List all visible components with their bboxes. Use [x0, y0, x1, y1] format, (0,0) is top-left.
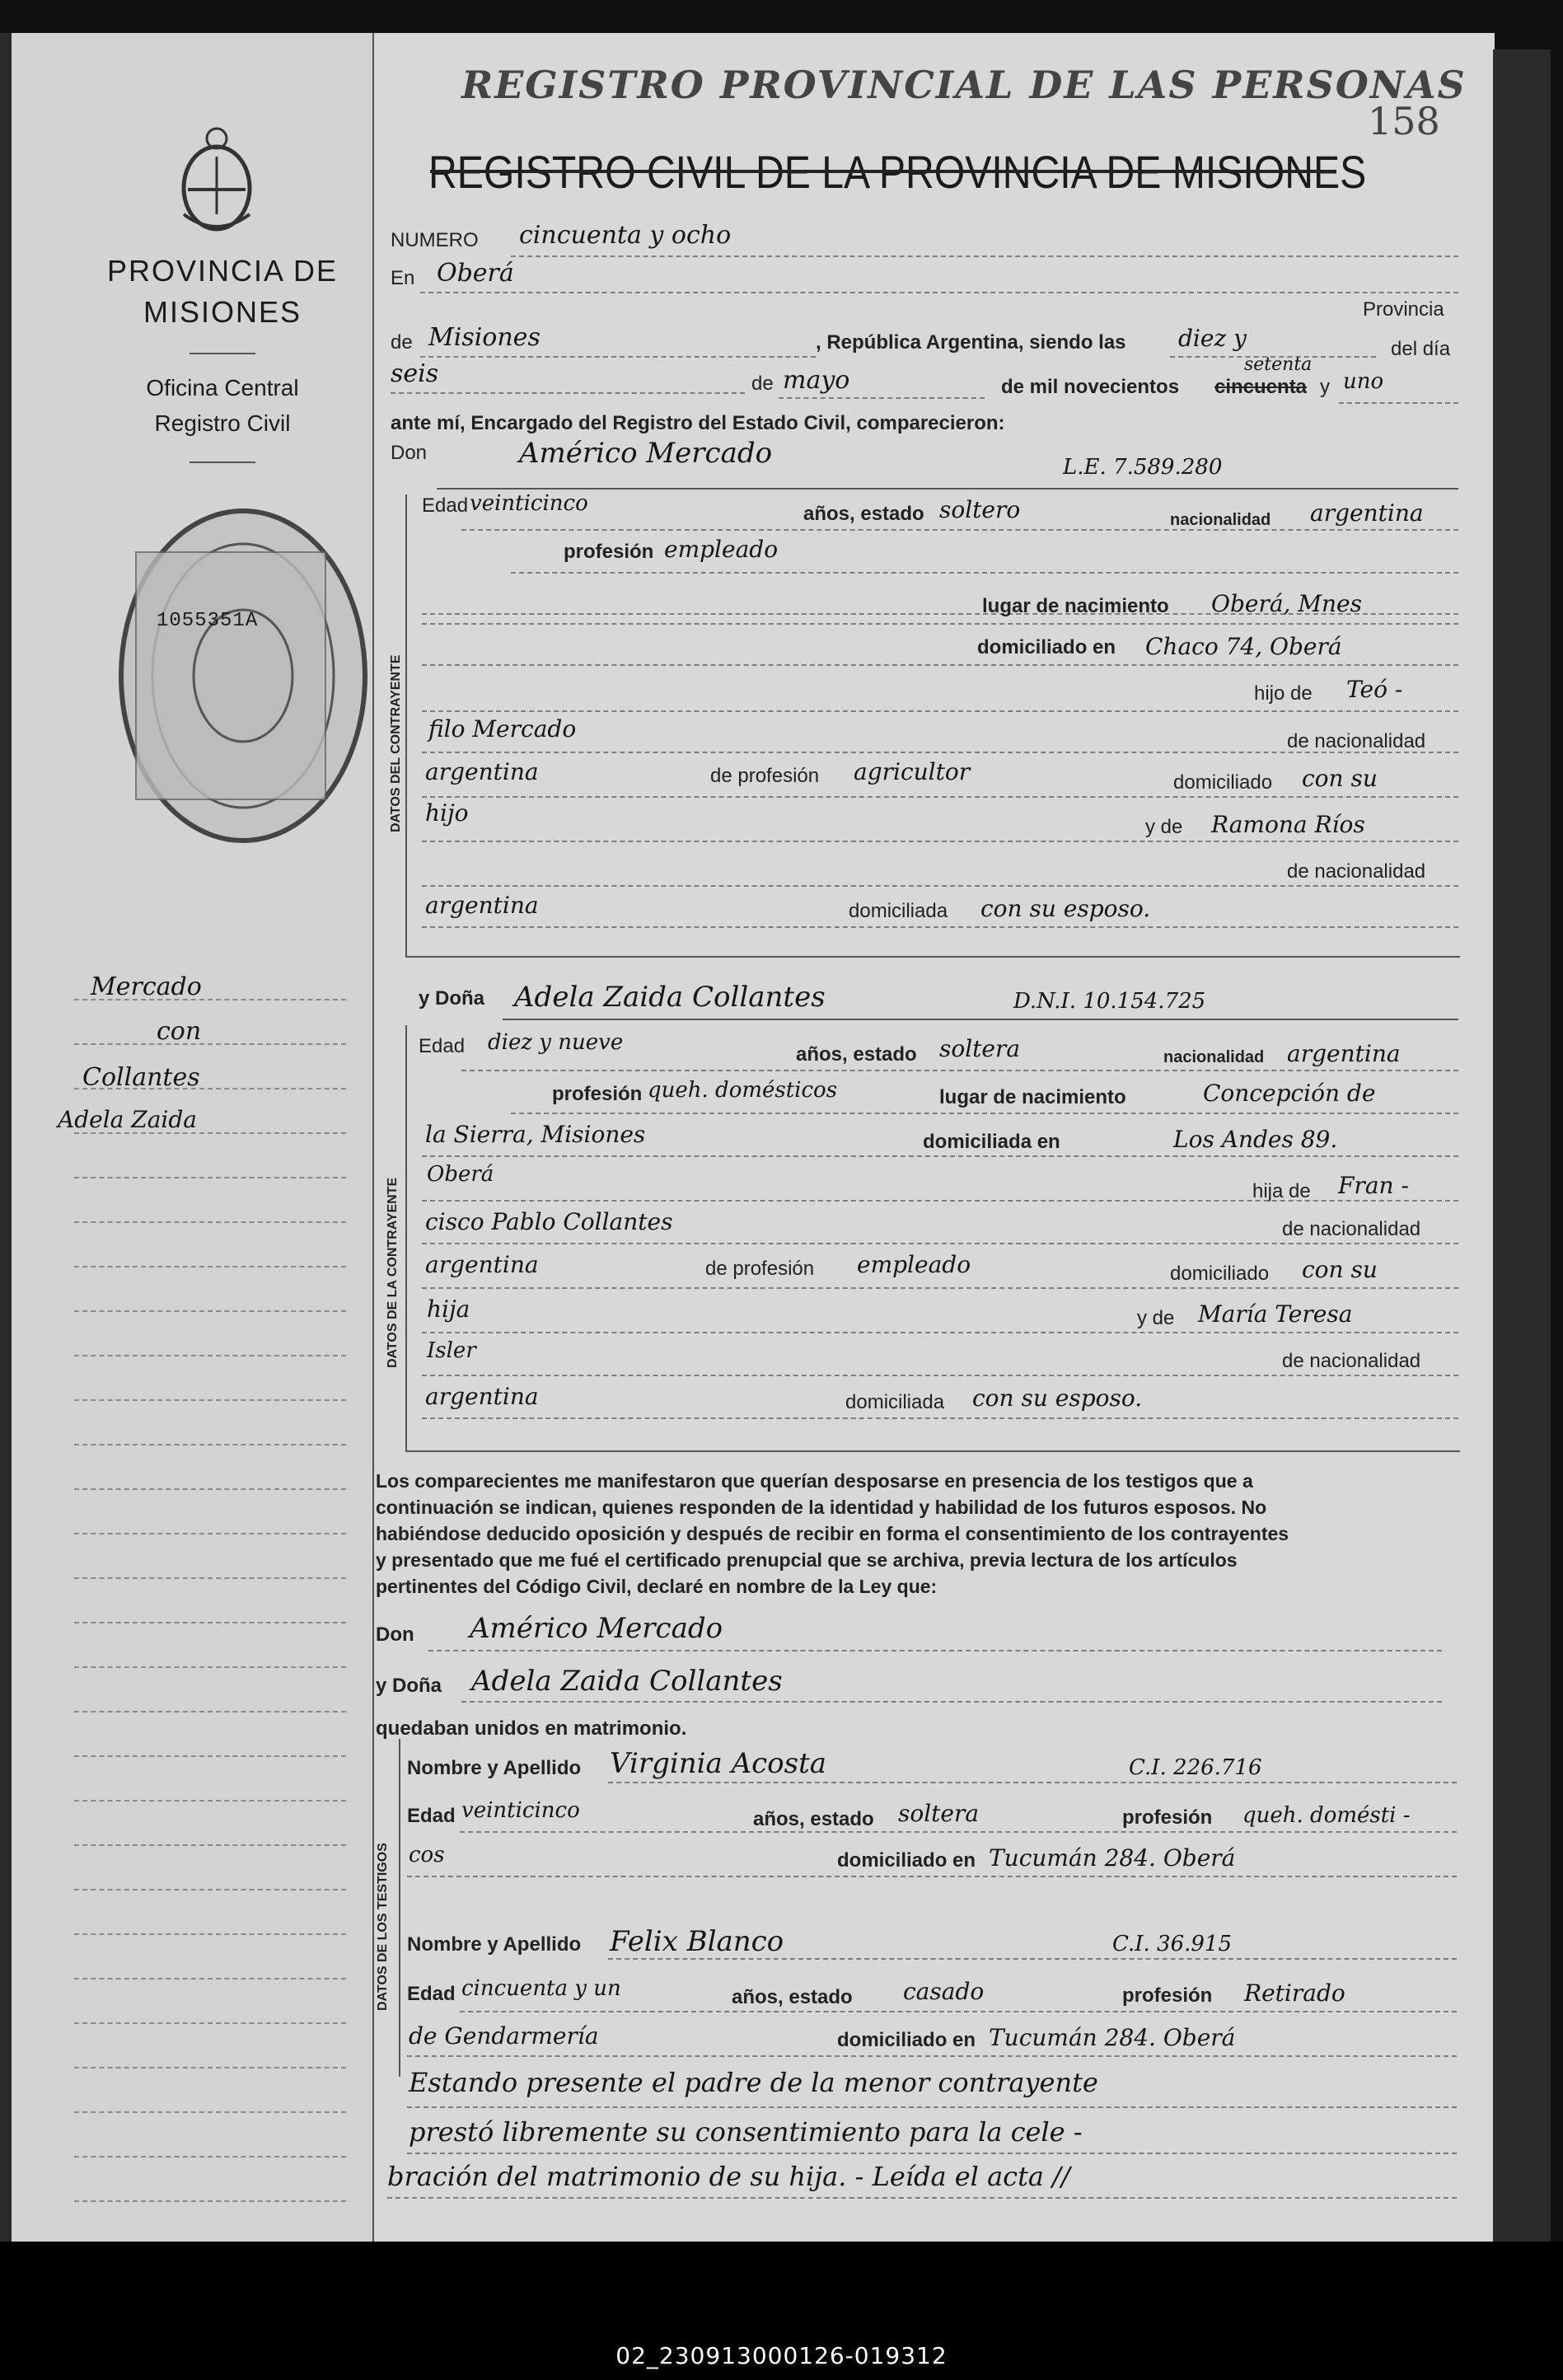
scan-reference: 02_230913000126-019312	[615, 2342, 948, 2369]
label-de-profesion: de profesión	[710, 765, 820, 787]
margin-rule	[74, 1577, 346, 1579]
witness-section-label: DATOS DE LOS TESTIGOS	[376, 1843, 390, 2011]
bride-address-2: Oberá	[427, 1162, 494, 1187]
field-rule	[422, 1200, 1458, 1202]
margin-rule	[74, 1043, 346, 1045]
field-mes: mayo	[783, 366, 850, 395]
margin-rule	[74, 1889, 346, 1890]
witness-2-marital-status: casado	[903, 1978, 985, 2005]
groom-nationality: argentina	[1310, 499, 1424, 527]
groom-birthplace: Oberá, Mnes	[1211, 590, 1362, 617]
label-domiciliado-en: domiciliado en	[837, 1849, 976, 1872]
field-rule	[420, 292, 1458, 293]
label-don: Don	[376, 1623, 414, 1646]
field-rule	[422, 1417, 1458, 1419]
field-rule	[422, 796, 1458, 798]
groom-profession: empleado	[664, 536, 779, 563]
margin-rule	[74, 1622, 346, 1623]
field-rule	[608, 1958, 1457, 1960]
page-edge-shadow	[1493, 49, 1551, 2242]
label-del-dia: del día	[1391, 338, 1451, 360]
bride-father-profession: empleado	[857, 1251, 971, 1278]
note-line: bración del matrimonio de su hija. - Leída el acta //	[387, 2161, 1070, 2192]
groom-father-b: filo Mercado	[428, 715, 577, 743]
note-line: prestó libremente su consentimiento para la cele -	[409, 2116, 1083, 2148]
label-profesion: profesión	[1122, 1806, 1213, 1829]
field-rule	[460, 2011, 1457, 2012]
groom-document: L.E. 7.589.280	[1063, 455, 1223, 480]
groom-age: veinticinco	[470, 491, 588, 516]
witness-box-border	[399, 1739, 400, 2077]
bride-address: Los Andes 89.	[1173, 1126, 1338, 1153]
registry-stamp: REGISTRO PROVINCIAL DE LAS PERSONAS	[461, 63, 1467, 107]
margin-rule	[74, 1666, 346, 1668]
divider	[190, 461, 255, 463]
field-rule	[461, 1701, 1442, 1703]
groom-section-label: DATOS DEL CONTRAYENTE	[389, 654, 403, 832]
groom-father-address: con su	[1302, 765, 1378, 792]
label-edad: Edad	[422, 494, 469, 517]
union-bride: Adela Zaida Collantes	[471, 1665, 783, 1698]
margin-rule	[74, 1711, 346, 1712]
label-y-dona: y Doña	[376, 1675, 442, 1697]
bride-nationality: argentina	[1287, 1040, 1401, 1067]
margin-rule	[74, 2067, 346, 2068]
groom-mother-nationality: argentina	[425, 892, 539, 919]
field-rule	[407, 1876, 1457, 1877]
groom-mother-address: con su esposo.	[980, 895, 1151, 922]
label-hijo-de: hijo de	[1254, 682, 1313, 705]
margin-rule	[74, 1132, 346, 1134]
groom-marital-status: soltero	[939, 496, 1021, 523]
label-nombre-apellido: Nombre y Apellido	[407, 1933, 582, 1956]
declaration-line: pertinentes del Código Civil, declaré en nombre de la Ley que:	[376, 1576, 938, 1597]
groom-father-a: Teó -	[1346, 676, 1403, 703]
bride-father-a: Fran -	[1338, 1172, 1409, 1199]
field-numero: cincuenta y ocho	[519, 221, 732, 250]
field-rule	[422, 664, 1458, 666]
margin-rule	[74, 1800, 346, 1801]
label-y-de: y de	[1145, 816, 1183, 838]
bride-father-address: con su	[1302, 1256, 1378, 1283]
bride-marital-status: soltera	[939, 1035, 1021, 1062]
label-hija-de: hija de	[1252, 1180, 1311, 1202]
field-rule	[422, 623, 1458, 625]
bride-father-b: cisco Pablo Collantes	[425, 1208, 673, 1235]
field-decada-tachada: cincuenta	[1214, 376, 1308, 398]
field-rule	[407, 2153, 1457, 2154]
bride-section-label: DATOS DE LA CONTRAYENTE	[386, 1177, 400, 1368]
witness-2-name: Felix Blanco	[610, 1925, 784, 1958]
province-label: PROVINCIA DE	[106, 254, 339, 288]
bride-father-nationality: argentina	[425, 1251, 539, 1278]
label-numero: NUMERO	[391, 229, 479, 251]
label-edad: Edad	[407, 1805, 456, 1827]
groom-mother: Ramona Ríos	[1211, 811, 1365, 838]
groom-box-border	[405, 494, 407, 956]
union-groom: Américo Mercado	[470, 1612, 723, 1645]
bride-document: D.N.I. 10.154.725	[1013, 989, 1206, 1014]
label-de-nacionalidad: de nacionalidad	[1287, 860, 1426, 883]
label-provincia: Provincia	[1363, 298, 1444, 321]
bride-mother-nationality: argentina	[425, 1383, 539, 1410]
label-de-mes: de	[751, 372, 774, 395]
official-seal-stamp	[115, 503, 371, 849]
label-lugar-nacimiento: lugar de nacimiento	[982, 595, 1169, 617]
groom-name: Américo Mercado	[519, 437, 773, 470]
margin-rule	[74, 1533, 346, 1534]
field-rule	[422, 1287, 1458, 1289]
field-rule	[391, 392, 745, 394]
margin-rule	[74, 1933, 346, 1935]
declaration-line: habiéndose deducido oposición y después de recibir en forma el consentimiento de los contrayentes	[376, 1523, 1289, 1544]
province-name: MISIONES	[143, 295, 302, 329]
witness-1-document: C.I. 226.716	[1129, 1755, 1262, 1780]
label-profesion: profesión	[552, 1083, 643, 1105]
label-domiciliada: domiciliada	[849, 900, 948, 922]
label-republica: , República Argentina, siendo las	[816, 331, 1126, 354]
witness-1-marital-status: soltera	[898, 1800, 980, 1827]
label-domiciliado-en: domiciliado en	[977, 636, 1116, 658]
margin-rule	[74, 1844, 346, 1846]
field-rule	[422, 926, 1458, 928]
witness-1-name: Virginia Acosta	[610, 1747, 827, 1780]
field-rule	[422, 1155, 1458, 1157]
field-rule	[428, 1650, 1442, 1651]
field-rule	[422, 1332, 1458, 1333]
witness-2-profession: Retirado	[1244, 1979, 1345, 2007]
declaration-line: y presentado que me fué el certificado prenupcial que se archiva, previa lectura de los artículos	[376, 1549, 1238, 1571]
witness-1-address: Tucumán 284. Oberá	[989, 1844, 1236, 1872]
label-domiciliado: domiciliado	[1173, 771, 1273, 794]
margin-note-line: Collantes	[82, 1063, 200, 1092]
field-en: Oberá	[437, 259, 514, 288]
field-rule	[779, 397, 985, 399]
label-anos-estado: años, estado	[732, 1986, 853, 2008]
field-rule	[511, 1113, 1458, 1114]
label-nombre-apellido: Nombre y Apellido	[407, 1757, 582, 1779]
margin-rule	[74, 2111, 346, 2113]
field-rule	[422, 1243, 1458, 1244]
margin-rule	[74, 1310, 346, 1312]
field-rule	[407, 2106, 1457, 2108]
note-line: Estando presente el padre de la menor contrayente	[409, 2067, 1098, 2098]
field-rule	[503, 1019, 1458, 1020]
margin-rule	[74, 1444, 346, 1445]
bride-box-border	[405, 1025, 407, 1450]
label-ante-mi: ante mí, Encargado del Registro del Estado Civil, comparecieron:	[391, 412, 1005, 434]
field-rule	[460, 1831, 1457, 1833]
declaration-line: continuación se indican, quienes responden de la identidad y habilidad de los futuros esposos. No	[376, 1497, 1267, 1518]
field-rule	[511, 572, 1458, 574]
label-de-profesion: de profesión	[705, 1258, 815, 1280]
margin-rule	[74, 1488, 346, 1490]
label-anos-estado: años, estado	[796, 1043, 917, 1066]
label-en: En	[391, 267, 415, 289]
witness-2-profession-2: de Gendarmería	[409, 2022, 599, 2050]
label-domiciliado-en: domiciliado en	[837, 2029, 976, 2051]
label-profesion: profesión	[564, 541, 654, 563]
label-de-nacionalidad: de nacionalidad	[1287, 730, 1426, 752]
label-nacionalidad: nacionalidad	[1163, 1048, 1265, 1066]
field-rule	[437, 488, 1458, 490]
section-rule	[405, 1450, 1460, 1452]
field-rule	[511, 255, 1458, 257]
declaration-line: Los comparecientes me manifestaron que querían desposarse en presencia de los testigos que a	[376, 1470, 1253, 1492]
margin-rule	[74, 1355, 346, 1356]
label-edad: Edad	[407, 1983, 456, 2005]
field-decada-correccion: setenta	[1244, 354, 1313, 375]
folio-number: 158	[1368, 99, 1440, 143]
page-title: REGISTRO CIVIL DE LA PROVINCIA DE MISIONES	[428, 146, 1367, 198]
field-rule	[422, 885, 1458, 887]
label-nacionalidad: nacionalidad	[1170, 511, 1271, 529]
label-de-mil: de mil novecientos	[1001, 376, 1180, 398]
label-don: Don	[391, 442, 428, 464]
margin-rule	[74, 1221, 346, 1223]
label-y: y	[1320, 376, 1330, 398]
margin-rule	[74, 1088, 346, 1089]
field-rule	[407, 2055, 1457, 2057]
label-de-nacionalidad: de nacionalidad	[1282, 1218, 1421, 1240]
margin-rule	[74, 1755, 346, 1757]
label-anos-estado: años, estado	[753, 1808, 874, 1830]
margin-note-line: Mercado	[91, 972, 202, 1001]
margin-rule	[74, 1399, 346, 1401]
divider	[190, 353, 255, 354]
field-rule	[461, 1070, 1458, 1071]
witness-1-age: veinticinco	[461, 1798, 580, 1823]
margin-rule	[74, 999, 346, 1000]
label-anos-estado: años, estado	[803, 503, 924, 525]
bride-mother: María Teresa	[1198, 1300, 1353, 1328]
section-rule	[405, 956, 1460, 958]
margin-note-line: Adela Zaida	[58, 1106, 197, 1133]
groom-father-profession: agricultor	[854, 758, 971, 785]
field-rule	[608, 1782, 1457, 1783]
witness-2-address: Tucumán 284. Oberá	[989, 2024, 1236, 2051]
groom-father-address-2: hijo	[425, 799, 469, 827]
label-de-nacionalidad: de nacionalidad	[1282, 1350, 1421, 1372]
label-edad: Edad	[419, 1035, 466, 1057]
bride-father-address-2: hija	[427, 1295, 470, 1323]
label-domiciliada-en: domiciliada en	[923, 1131, 1060, 1153]
groom-father-nationality: argentina	[425, 758, 539, 785]
margin-page	[12, 33, 374, 2242]
groom-address: Chaco 74, Oberá	[1145, 633, 1342, 660]
bride-birthplace-2: la Sierra, Misiones	[425, 1121, 646, 1148]
bride-profession: queh. domésticos	[648, 1078, 838, 1103]
label-de: de	[391, 331, 413, 354]
margin-rule	[74, 1266, 346, 1267]
field-rule	[420, 356, 816, 358]
label-y-de: y de	[1137, 1307, 1175, 1329]
field-hora: diez y	[1178, 325, 1247, 352]
bride-mother-2: Isler	[427, 1338, 476, 1363]
field-rule	[422, 752, 1458, 753]
margin-rule	[74, 2200, 346, 2202]
witness-2-age: cincuenta y un	[461, 1976, 621, 2001]
witness-2-document: C.I. 36.915	[1112, 1932, 1233, 1956]
field-rule	[1339, 402, 1458, 404]
field-de: Misiones	[428, 323, 540, 352]
field-rule	[422, 710, 1458, 712]
field-rule	[422, 1375, 1458, 1376]
coat-of-arms-icon	[171, 124, 262, 239]
label-quedaban: quedaban unidos en matrimonio.	[376, 1717, 687, 1740]
field-anio: uno	[1343, 369, 1384, 394]
bride-name: Adela Zaida Collantes	[514, 981, 826, 1014]
witness-1-profession-2: cos	[409, 1843, 445, 1867]
label-y-dona: y Doña	[419, 987, 485, 1010]
margin-note-line: con	[157, 1017, 202, 1046]
witness-1-profession: queh. domésti -	[1242, 1803, 1411, 1828]
label-lugar-nacimiento: lugar de nacimiento	[939, 1086, 1126, 1108]
margin-rule	[74, 2022, 346, 2024]
office-label: Oficina Central	[146, 375, 299, 401]
label-profesion: profesión	[1122, 1984, 1213, 2007]
field-rule	[422, 841, 1458, 842]
margin-rule	[74, 1978, 346, 1979]
field-rule	[387, 2197, 1457, 2199]
bride-age: diez y nueve	[488, 1030, 624, 1055]
strikethrough-line	[430, 170, 1336, 173]
seal-number: 1055351A	[157, 610, 259, 632]
label-domiciliado: domiciliado	[1170, 1263, 1270, 1285]
margin-rule	[74, 1177, 346, 1178]
field-rule	[461, 529, 1458, 531]
field-dia: seis	[391, 359, 439, 388]
label-domiciliada: domiciliada	[845, 1391, 945, 1413]
bride-birthplace: Concepción de	[1203, 1080, 1376, 1107]
margin-rule	[74, 2156, 346, 2157]
registry-label: Registro Civil	[154, 410, 291, 436]
bride-mother-address: con su esposo.	[972, 1384, 1143, 1412]
